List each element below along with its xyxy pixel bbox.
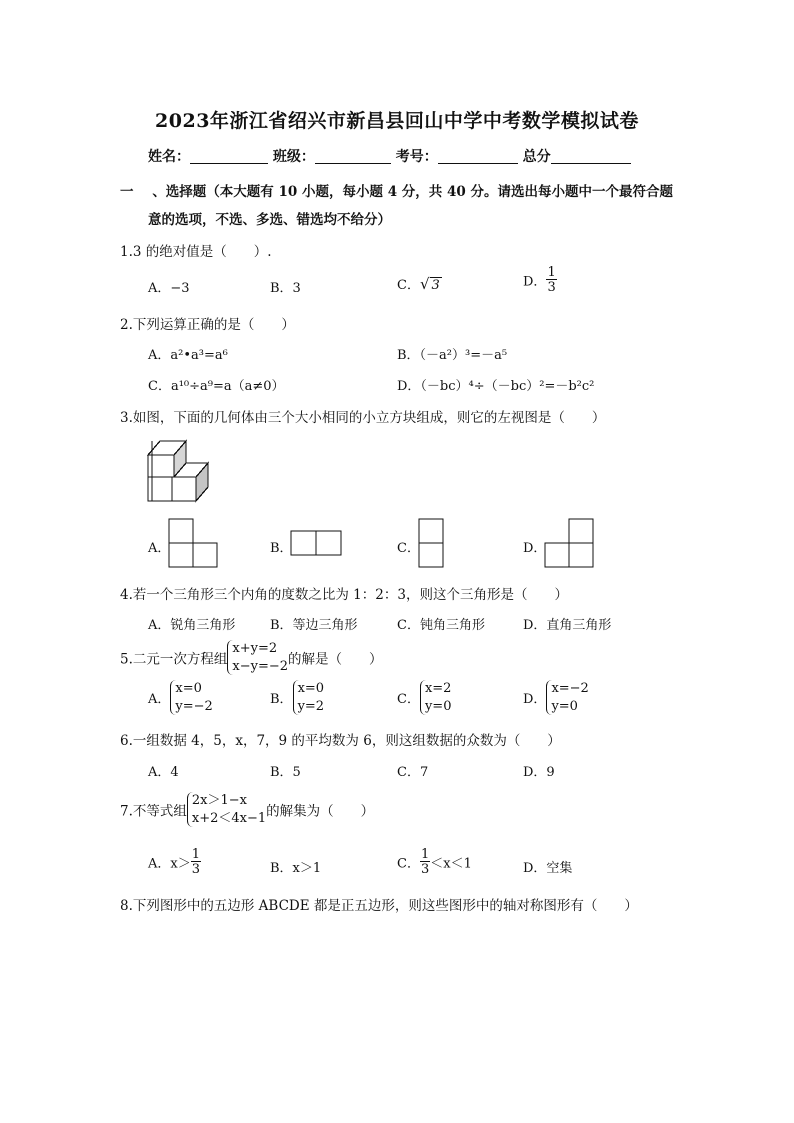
q7-stem-post: 的解集为（ ） [266,803,375,820]
q3-option-a-label: A． [148,541,171,556]
q7-stem-pre: 7.不等式组 [120,803,187,820]
q5-option-c-label: C． [397,692,420,708]
q5-option-b-label: B． [270,692,293,708]
section-heading [120,180,673,200]
q7-option-c-tail: ＜x＜1 [430,856,472,872]
q5-stem-pre: 5.二元一次方程组 [120,651,228,668]
three-cube-solid-figure [146,438,212,504]
q4-option-c: C．钝角三角形 [397,618,485,633]
q5-option-d [523,680,589,715]
q5-equation-system [227,640,288,675]
name-label: 姓名： [148,149,190,165]
q5-option-b [270,680,324,715]
q3-option-b-label: B． [270,541,293,556]
q5-option-b-system [293,680,325,715]
q5-option-a [148,680,213,715]
q5-stem-post: 的解是（ ） [288,651,383,668]
q2-option-c: C．a¹⁰÷a⁹=a（a≠0） [148,379,285,394]
q4-option-d: D．直角三角形 [523,618,612,633]
q7-inequality-system [187,792,266,827]
page-title: 2023年浙江省绍兴市新昌县回山中学中考数学模拟试卷 [155,110,639,132]
q1-stem: 1.3 的绝对值是（ ）. [120,244,272,260]
q3-option-a-figure [168,518,218,568]
q5-option-a-system [170,680,212,715]
q7-option-d: D．空集 [523,861,573,876]
q5-option-c [397,680,451,715]
q5-option-a-y: y=−2 [175,698,213,714]
score-label: 总分 [522,149,551,165]
q7-option-b: B．x＞1 [270,861,322,876]
q2-option-a: A．a²•a³=a⁶ [148,348,228,363]
q7-inequality-1: 2x＞1−x [191,793,247,808]
denominator: 3 [191,862,201,877]
q7-option-a-label: A．x＞ [148,856,191,872]
q6-option-b: B．5 [270,765,301,780]
section-instructions-line1: 、选择题（本大题有 10 小题，每小题 4 分，共 40 分。请选出每小题中一个最符合题 [152,184,673,200]
q4-option-b: B．等边三角形 [270,618,358,633]
class-label: 班级： [272,149,315,165]
q1-option-c-radicand: 3 [431,278,440,293]
q7-stem [120,792,374,827]
q1-option-a: A．−3 [148,281,190,296]
q5-option-d-x: x=−2 [551,681,589,696]
q5-option-c-x: x=2 [424,681,452,696]
q7-inequality-2: x+2＜4x−1 [191,810,267,826]
q5-stem [120,640,383,675]
score-blank [551,149,631,164]
q5-option-c-system [420,680,452,715]
q1-option-c-label: C． [397,278,420,293]
fraction [420,848,430,876]
q6-option-a: A．4 [148,765,179,780]
bottom-right-cube-front-face [172,477,196,501]
q4-option-a: A．锐角三角形 [148,618,236,633]
numerator: 1 [547,265,556,280]
q7-option-a [148,848,201,876]
q5-option-a-label: A． [148,692,171,708]
section-number: 一 [120,184,134,200]
q3-option-c-label: C． [397,541,420,556]
q4-stem: 4.若一个三角形三个内角的度数之比为 1：2：3，则这个三角形是（ ） [120,587,568,603]
q5-option-d-y: y=0 [551,698,578,714]
q2-option-d: D．（－bc）⁴÷（－bc）²=－b²c² [397,379,595,394]
q3-option-d-label: D． [523,541,547,556]
q6-stem: 6.一组数据 4，5，x，7，9 的平均数为 6，则这组数据的众数为（ ） [120,733,561,749]
class-blank [315,149,391,164]
fraction [191,848,201,876]
q1-option-d [523,266,557,294]
sqrt-symbol: √ 3 [419,275,440,293]
section-instructions-line2: 意的选项，不选、多选、错选均不给分） [148,212,391,228]
q7-option-c [397,848,472,876]
name-blank [190,149,268,164]
q5-option-a-x: x=0 [175,681,202,696]
q1-option-d-label: D． [523,274,547,290]
q8-stem: 8.下列图形中的五边形 ABCDE 都是正五边形，则这些图形中的轴对称图形有（ ） [120,898,638,914]
q3-stem: 3.如图，下面的几何体由三个大小相同的小立方块组成，则它的左视图是（ ） [120,410,606,426]
q6-option-c: C．7 [397,765,429,780]
denominator: 3 [420,862,430,877]
q2-option-b: B．（－a²）³=－a⁵ [397,348,508,363]
q6-option-d: D．9 [523,765,555,780]
q5-option-d-label: D． [523,692,547,708]
student-info-line [148,146,631,166]
numerator: 1 [191,847,201,862]
numerator: 1 [420,847,430,862]
q5-option-c-y: y=0 [424,698,452,714]
q5-option-b-x: x=0 [297,681,325,696]
denominator: 3 [547,280,556,295]
q3-option-c-figure [418,518,444,568]
q7-option-c-label: C． [397,856,420,872]
q1-option-c [397,274,442,293]
q2-stem: 2.下列运算正确的是（ ） [120,317,295,333]
q5-equation-2: x−y=−2 [232,658,289,674]
q1-option-b: B．3 [270,281,301,296]
q5-option-b-y: y=2 [297,698,325,714]
q3-option-b-figure [290,530,342,556]
q5-equation-1: x+y=2 [232,641,278,656]
q5-option-d-system [546,680,588,715]
exam-no-label: 考号： [395,149,438,165]
exam-no-blank [438,149,518,164]
q3-option-d-figure [544,518,594,568]
fraction [546,266,556,294]
